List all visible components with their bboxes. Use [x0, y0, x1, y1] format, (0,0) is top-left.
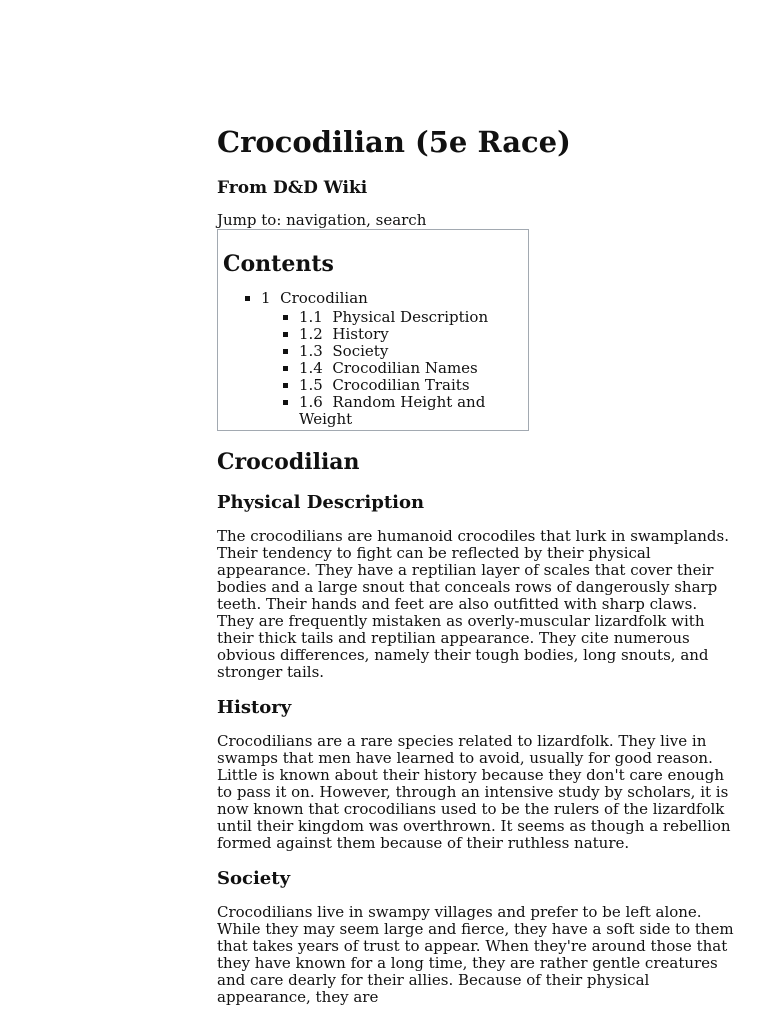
- toc-number: 1: [261, 289, 271, 307]
- toc-item-crocodilian-traits[interactable]: 1.5 Crocodilian Traits: [299, 377, 528, 394]
- toc-item-random-height-weight[interactable]: 1.6 Random Height and Weight: [299, 394, 528, 428]
- toc-item-crocodilian-names[interactable]: 1.4 Crocodilian Names: [299, 360, 528, 377]
- section-heading-crocodilian: Crocodilian: [217, 449, 360, 475]
- toc-item-physical-description[interactable]: 1.1 Physical Description: [299, 309, 528, 326]
- article-content: [217, 123, 737, 1006]
- section-heading-physical-description: Physical Description: [217, 492, 425, 513]
- paragraph-society: Crocodilians live in swampy villages and prefer to be left alone. While they may seem large and fierce, they have a soft side to them that takes years of trust to appear. When they're around those that they have known for a long time, they are rather gentle creatures and care dearly for their allies. Because of their physical appearance, they are: [217, 903, 734, 1006]
- toc-item-crocodilian[interactable]: [261, 290, 528, 428]
- table-of-contents: [217, 229, 529, 431]
- section-heading-society: Society: [217, 868, 291, 889]
- section-heading-history: History: [217, 697, 292, 718]
- toc-sublist: [261, 309, 528, 428]
- toc-label: Crocodilian: [280, 289, 368, 307]
- site-subtitle: From D&D Wiki: [217, 178, 368, 198]
- page-title: Crocodilian (5e Race): [217, 125, 571, 159]
- toc-item-society[interactable]: 1.3 Society: [299, 343, 528, 360]
- toc-title: Contents: [223, 251, 334, 277]
- toc-list: [223, 290, 528, 428]
- toc-item-history[interactable]: 1.2 History: [299, 326, 528, 343]
- paragraph-history: Crocodilians are a rare species related to lizardfolk. They live in swamps that men have learned to avoid, usually for good reason. Little is known about their history because they don't care enough to pass it on. However, through an intensive study by scholars, it is now known that crocodilians used to be the rulers of the lizardfolk until their kingdom was overthrown. It seems as though a rebellion formed against them because of their ruthless nature.: [217, 732, 731, 852]
- jump-links[interactable]: Jump to: navigation, search: [217, 211, 427, 229]
- paragraph-physical-description: The crocodilians are humanoid crocodiles that lurk in swamplands. Their tendency to fight can be reflected by their physical appearance. They have a reptilian layer of scales that cover their bodies and a large snout that conceals rows of dangerously sharp teeth. Their hands and feet are also outfitted with sharp claws. They are frequently mistaken as overly-muscular lizardfolk with their thick tails and reptilian appearance. They cite numerous obvious differences, namely their tough bodies, long snouts, and stronger tails.: [217, 527, 729, 681]
